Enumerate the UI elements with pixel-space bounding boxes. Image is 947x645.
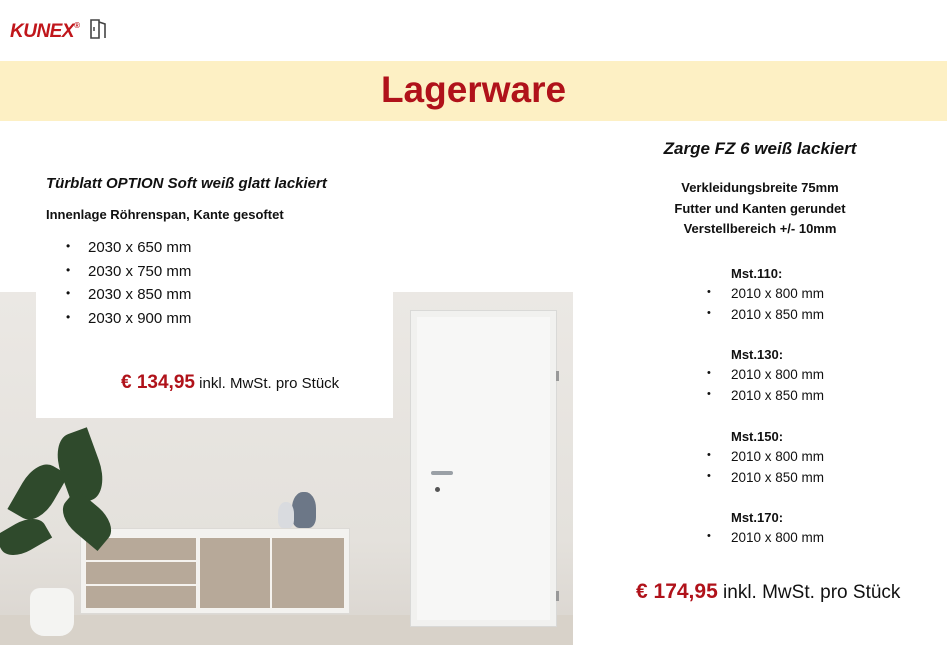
photo-vase: [292, 492, 316, 528]
door-leaf-price: [121, 372, 339, 394]
frame-price: [636, 580, 900, 604]
group-sizes: [705, 286, 824, 327]
group-sizes: [705, 367, 824, 408]
photo-vase: [278, 502, 294, 528]
photo-sideboard: [80, 528, 350, 614]
page-title: Lagerware: [380, 69, 567, 110]
list-item: • 2010 x 800 mm: [705, 530, 824, 551]
door-leaf-title: Türblatt OPTION Soft weiß glatt lackiert: [46, 175, 327, 192]
frame-specs: [580, 178, 940, 240]
list-item: • 2010 x 800 mm: [705, 286, 824, 307]
door-hinge: [556, 591, 559, 601]
plant-pot: [30, 588, 74, 636]
frame-spec: Verstellbereich +/- 10mm: [683, 221, 837, 236]
door-handle: [431, 471, 453, 475]
door-leaf-subtitle: Innenlage Röhrenspan, Kante gesoftet: [46, 207, 284, 222]
door-leaf-info: [36, 160, 393, 418]
title-banner: [0, 61, 947, 121]
frame-group-150: [705, 429, 824, 490]
list-item: • 2010 x 850 mm: [705, 307, 824, 328]
list-item: • 2030 x 850 mm: [70, 286, 191, 310]
group-label: Mst.130:: [731, 347, 784, 362]
list-item: • 2030 x 650 mm: [70, 239, 191, 263]
frame-group-130: [705, 347, 824, 408]
sideboard-door: [199, 537, 271, 609]
door-leaf-sizes: [70, 239, 191, 333]
brand-logo: [10, 18, 107, 45]
sideboard-door: [271, 537, 345, 609]
frame-title: Zarge FZ 6 weiß lackiert: [663, 139, 857, 158]
door-lock: [435, 487, 440, 492]
frame-group-170: [705, 510, 824, 551]
list-item: • 2010 x 850 mm: [705, 388, 824, 409]
list-item: • 2030 x 750 mm: [70, 263, 191, 287]
price-value: € 174,95: [636, 580, 718, 603]
list-item: • 2010 x 800 mm: [705, 449, 824, 470]
frame-group-110: [705, 266, 824, 327]
door-hinge: [556, 371, 559, 381]
frame-spec: Verkleidungsbreite 75mm: [681, 180, 839, 195]
door-mark-icon: [89, 18, 107, 45]
list-item: • 2010 x 850 mm: [705, 470, 824, 491]
photo-door: [410, 310, 557, 627]
logo-wordmark: KUNEX®: [10, 20, 80, 42]
sideboard-drawer: [85, 585, 197, 609]
sideboard-drawer: [85, 561, 197, 585]
group-label: Mst.110:: [731, 266, 783, 281]
group-label: Mst.170:: [731, 510, 784, 525]
list-item: • 2010 x 800 mm: [705, 367, 824, 388]
frame-spec: Futter und Kanten gerundet: [674, 200, 846, 216]
group-label: Mst.150:: [731, 429, 784, 444]
price-suffix: inkl. MwSt. pro Stück: [199, 375, 340, 392]
list-item: • 2030 x 900 mm: [70, 310, 191, 334]
group-sizes: [705, 530, 824, 551]
group-sizes: [705, 449, 824, 490]
plant-leaf: [0, 512, 52, 563]
price-suffix: inkl. MwSt. pro Stück: [723, 582, 901, 603]
price-value: € 134,95: [121, 372, 195, 393]
